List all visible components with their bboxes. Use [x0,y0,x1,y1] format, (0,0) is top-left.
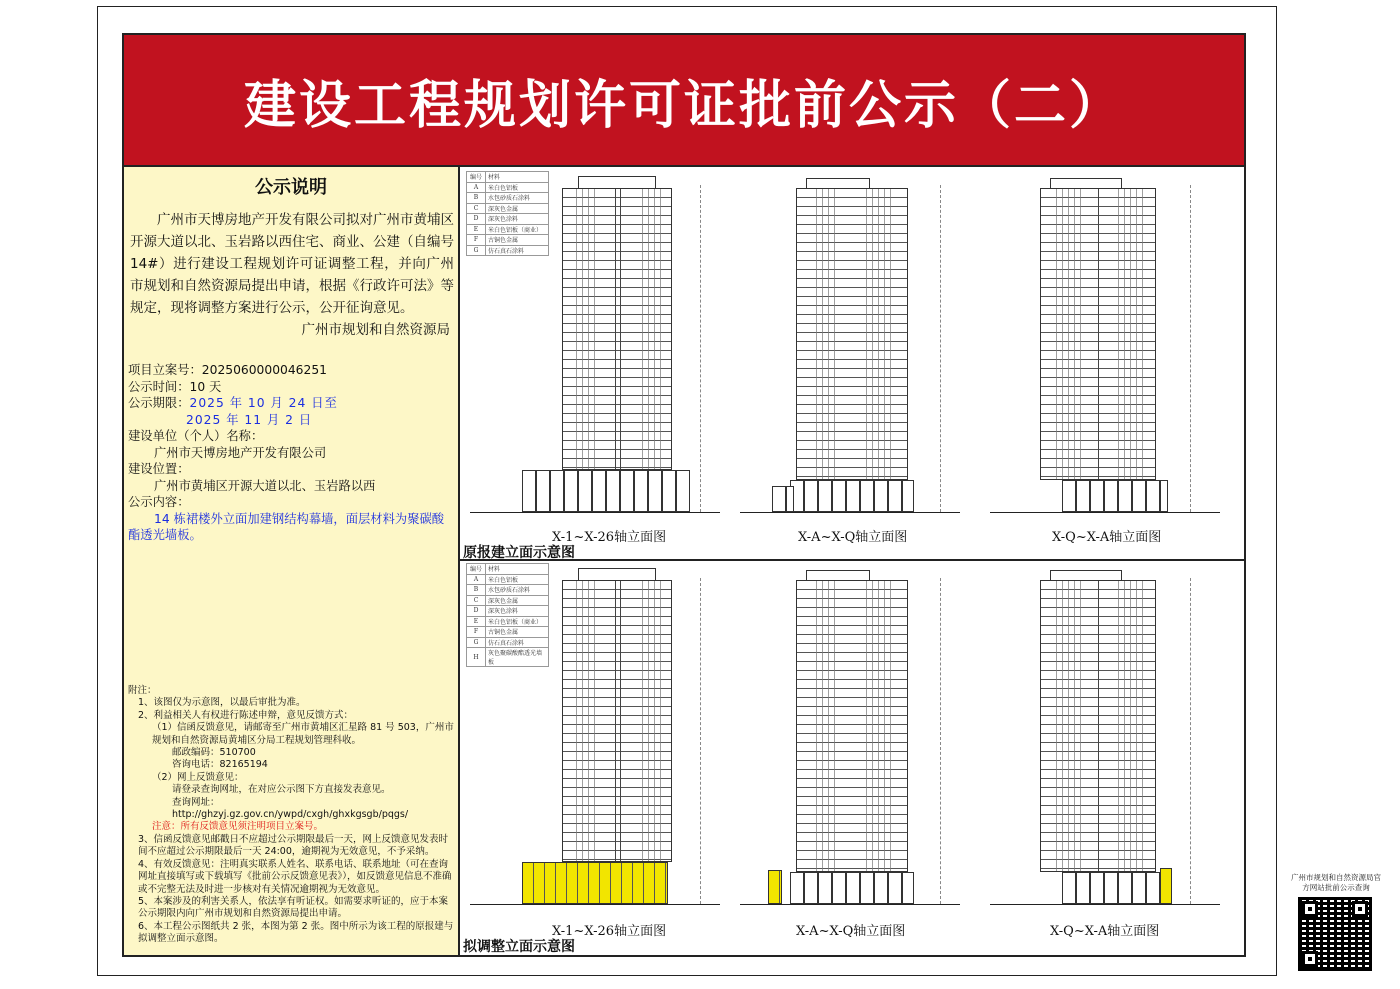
elevation-label-1-adjusted: X-1~X-26轴立面图 [552,924,667,939]
notes-title: 附注： [128,685,157,696]
section-divider [460,559,1244,561]
legend-material: 古铜色金属 [486,235,549,246]
title-banner [124,35,1244,167]
legend-material: 水包砂质石涂料 [486,193,549,204]
note-5: 5、本案涉及的利害关系人，依法享有听证权。如需要求听证的，应于本案公示期限内向广州市规划和自然资源局提出申请。 [138,895,449,920]
legend-material: 深灰色金属 [486,595,549,606]
legend-code: A [467,574,486,585]
page-title: 建设工程规划许可证批前公示（二） [243,75,1124,136]
legend-code: D [467,214,486,225]
legend-table-original [466,171,549,256]
legend-row [467,606,549,617]
content-text: 14 栋裙楼外立面加建钢结构幕墙，面层材料为聚碳酸酯透光墙板。 [128,511,445,542]
notice-panel [124,167,460,955]
elevation-label-2-adjusted: X-A~X-Q轴立面图 [796,924,906,939]
curtain-wall-podium-1 [522,862,668,904]
legend-material: 灰色聚碳酸酯透光墙板 [486,648,549,667]
legend-material: 深灰色涂料 [486,606,549,617]
notice-heading: 公示说明 [255,177,327,198]
legend-code: F [467,235,486,246]
legend-code: A [467,182,486,193]
legend-material: 深灰色涂料 [486,214,549,225]
curtain-wall-podium-2 [768,870,782,904]
elevation-label-1-original: X-1~X-26轴立面图 [552,530,667,545]
note-2-2-a: 请登录查询网址，在对应公示图下方直接发表意见。 [172,784,391,796]
note-2-2: （2）网上反馈意见： [152,771,244,783]
legend-material: 仿石真石涂料 [486,245,549,256]
legend-header-cell: 材料 [486,172,549,183]
legend-code: E [467,616,486,627]
legend-code: F [467,627,486,638]
legend-material: 米白色铝板（商业） [486,616,549,627]
note-warning: 注意：所有反馈意见须注明项目立案号。 [152,821,324,833]
unit-name: 广州市天博房地产开发有限公司 [154,445,327,460]
legend-header-cell: 编号 [467,172,486,183]
legend-code: G [467,245,486,256]
legend-row [467,214,549,225]
note-3: 3、信函反馈意见邮戳日不应超过公示期限最后一天，网上反馈意见发表时间不应超过公示期限最后一天 24:00，逾期视为无效意见，不予采纳。 [138,833,449,858]
podium-original-3 [1062,480,1168,512]
building-elevation-1-original [562,188,672,470]
legend-row [467,235,549,246]
legend-row [467,193,549,204]
note-6: 6、本工程公示图纸共 2 张，本图为第 2 张。图中所示为该工程的原报建与拟调整立面示意图。 [138,920,454,945]
section-title-original: 原报建立面示意图 [463,545,575,561]
legend-code: H [467,648,486,667]
period-start: 2025 年 10 月 24 日至 [189,396,338,410]
legend-code: C [467,595,486,606]
project-info [128,362,456,544]
legend-code: D [467,606,486,617]
legend-row [467,203,549,214]
notes [128,685,456,946]
legend-table-adjusted [466,563,549,667]
legend-row [467,585,549,596]
legend-row [467,182,549,193]
legend-row [467,648,549,667]
note-2-2-b: 查询网址： [172,796,220,808]
note-2-1: （1）信函反馈意见，请邮寄至广州市黄埔区汇星路 81 号 503，广州市规划和自然资源局黄埔区分局工程规划管理科收。 [152,722,454,746]
building-elevation-3-adjusted [1040,580,1156,872]
notice-signature: 广州市规划和自然资源局 [301,322,450,338]
period-row: 公示期限：2025 年 10 月 24 日至 [128,396,338,410]
legend-header-row [467,564,549,575]
note-tel: 咨询电话：82165194 [172,759,268,771]
query-url[interactable]: http://ghzyj.gz.gov.cn/ywpd/cxgh/ghxkgsgb/pqgs/ [172,809,409,821]
qr-code[interactable] [1298,897,1372,971]
legend-row [467,616,549,627]
note-zip: 邮政编码：510700 [172,747,256,759]
elevation-label-3-original: X-Q~X-A轴立面图 [1052,530,1162,545]
legend-body-bottom [467,564,549,667]
elevation-label-2-original: X-A~X-Q轴立面图 [798,530,908,545]
legend-code: B [467,585,486,596]
building-elevation-3-original [1040,188,1156,480]
location: 广州市黄埔区开源大道以北、玉岩路以西 [154,478,376,493]
legend-row [467,595,549,606]
location-label: 建设位置： [128,462,190,476]
legend-row [467,574,549,585]
qr-caption: 广州市规划和自然资源局官方网站批前公示查询 [1291,873,1381,892]
legend-material: 水包砂质石涂料 [486,585,549,596]
building-elevation-2-adjusted [796,580,908,872]
legend-material: 深灰色金属 [486,203,549,214]
legend-header-row [467,172,549,183]
legend-row [467,637,549,648]
legend-material: 米白色铝板（商业） [486,224,549,235]
elevation-label-3-adjusted: X-Q~X-A轴立面图 [1050,924,1160,939]
period-end: 2025 年 11 月 2 日 [186,412,313,427]
building-elevation-2-original [796,188,908,480]
legend-material: 仿石真石涂料 [486,637,549,648]
legend-body-top [467,172,549,256]
legend-code: B [467,193,486,204]
duration: 10 天 [189,379,222,394]
legend-header-cell: 材料 [486,564,549,575]
legend-row [467,224,549,235]
legend-material: 米白色铝板 [486,182,549,193]
legend-material: 古铜色金属 [486,627,549,638]
legend-code: C [467,203,486,214]
legend-row [467,245,549,256]
content-label: 公示内容： [128,495,190,509]
section-title-adjusted: 拟调整立面示意图 [463,939,575,955]
podium-original-2 [790,480,914,512]
curtain-wall-podium-3 [1160,868,1172,904]
building-elevation-1-adjusted [562,580,672,862]
legend-header-cell: 编号 [467,564,486,575]
legend-material: 米白色铝板 [486,574,549,585]
note-2: 2、利益相关人有权进行陈述申辩，意见反馈方式： [138,709,354,721]
podium-original-1 [522,470,690,512]
legend-row [467,627,549,638]
note-4: 4、有效反馈意见：注明真实联系人姓名、联系电话、联系地址（可在查询网址直接填写或下载填写《批前公示反馈意见表》），如反馈意见信息不准确或不完整无法及时进一步核对有关情况逾期视为无效意见。 [138,858,452,895]
unit-label: 建设单位（个人）名称： [128,429,264,443]
case-number-row: 项目立案号：2025060000046251 [128,363,327,377]
legend-code: E [467,224,486,235]
notice-paragraph: 广州市天博房地产开发有限公司拟对广州市黄埔区开源大道以北、玉岩路以西住宅、商业、公建（自编号 14#）进行建设工程规划许可证调整工程，并向广州市规划和自然资源局提出申请，根据《行政许可法》等规定，现将调整方案进行公示，公开征询意见。 [130,212,454,316]
legend-code: G [467,637,486,648]
note-1: 1、该图仅为示意图，以最后审批为准。 [138,697,306,709]
duration-row: 公示时间：10 天 [128,379,222,394]
case-number: 2025060000046251 [201,363,327,377]
